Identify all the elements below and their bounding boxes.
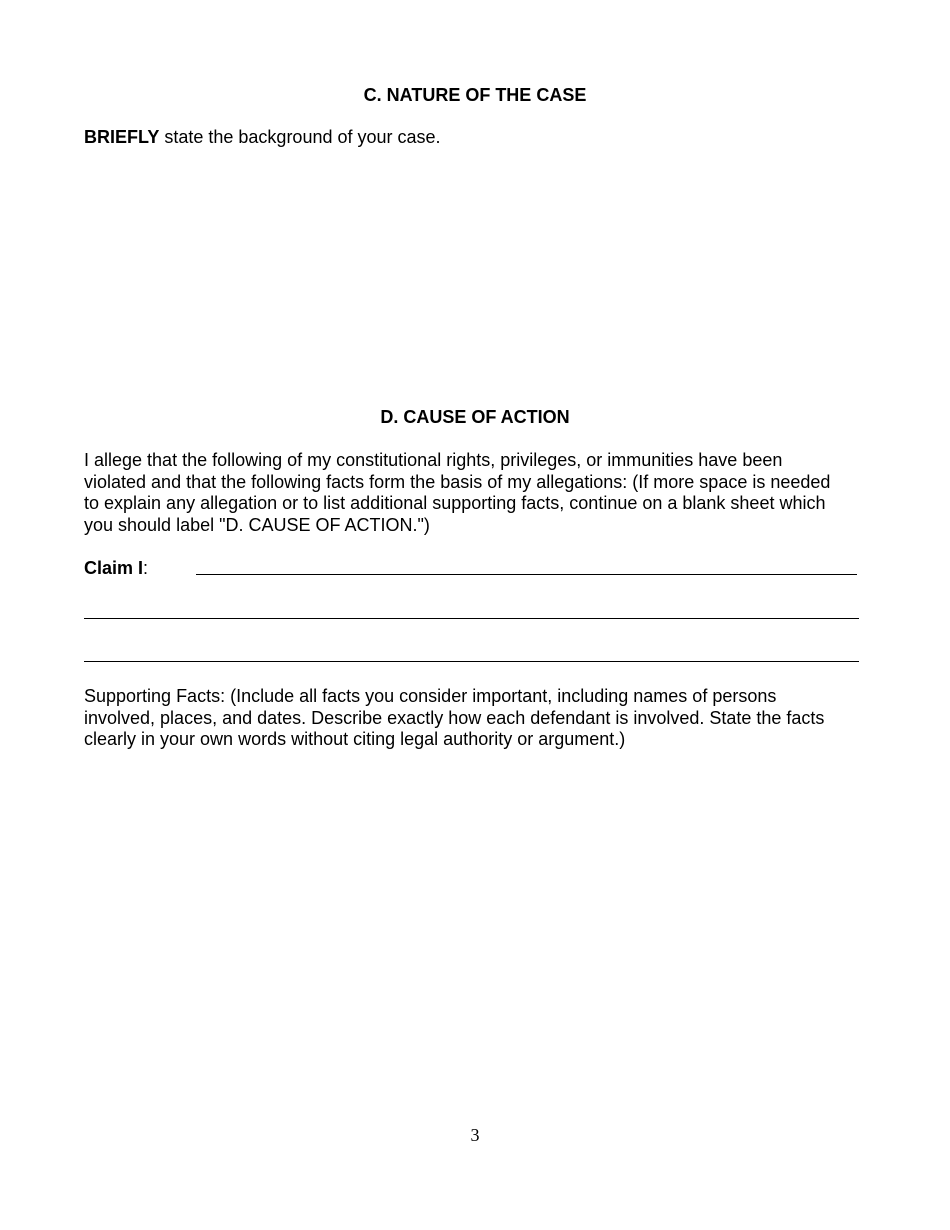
allegation-line: to explain any allegation or to list additional supporting facts, continue on a blank sheet which xyxy=(84,493,826,513)
supporting-facts-line: Supporting Facts: (Include all facts you consider important, including names of persons xyxy=(84,686,777,706)
allegation-line: I allege that the following of my constitutional rights, privileges, or immunities have been xyxy=(84,450,783,470)
claim-i-entry-line[interactable] xyxy=(196,574,857,575)
instruction-text: state the background of your case. xyxy=(159,127,441,147)
supporting-facts-line: clearly in your own words without citing legal authority or argument.) xyxy=(84,729,626,749)
claim-i-title: Claim I xyxy=(84,558,144,578)
section-c-heading: C. NATURE OF THE CASE xyxy=(363,85,587,105)
allegation-paragraph xyxy=(84,450,874,536)
supporting-facts-paragraph xyxy=(84,686,874,751)
section-c-instruction xyxy=(84,127,874,149)
page-number: 3 xyxy=(470,1125,480,1145)
instruction-emphasis: BRIEFLY xyxy=(84,127,160,147)
section-d-heading: D. CAUSE OF ACTION xyxy=(380,407,570,427)
allegation-line: violated and that the following facts form the basis of my allegations: (If more space is needed xyxy=(84,471,831,492)
claim-entry-line-3[interactable] xyxy=(84,661,859,662)
supporting-facts-line: involved, places, and dates. Describe exactly how each defendant is involved. State the facts xyxy=(84,707,825,728)
allegation-line: you should label "D. CAUSE OF ACTION.") xyxy=(84,514,430,535)
claim-entry-line-2[interactable] xyxy=(84,618,859,619)
claim-i-label xyxy=(84,557,148,579)
claim-i-colon: : xyxy=(143,558,149,578)
